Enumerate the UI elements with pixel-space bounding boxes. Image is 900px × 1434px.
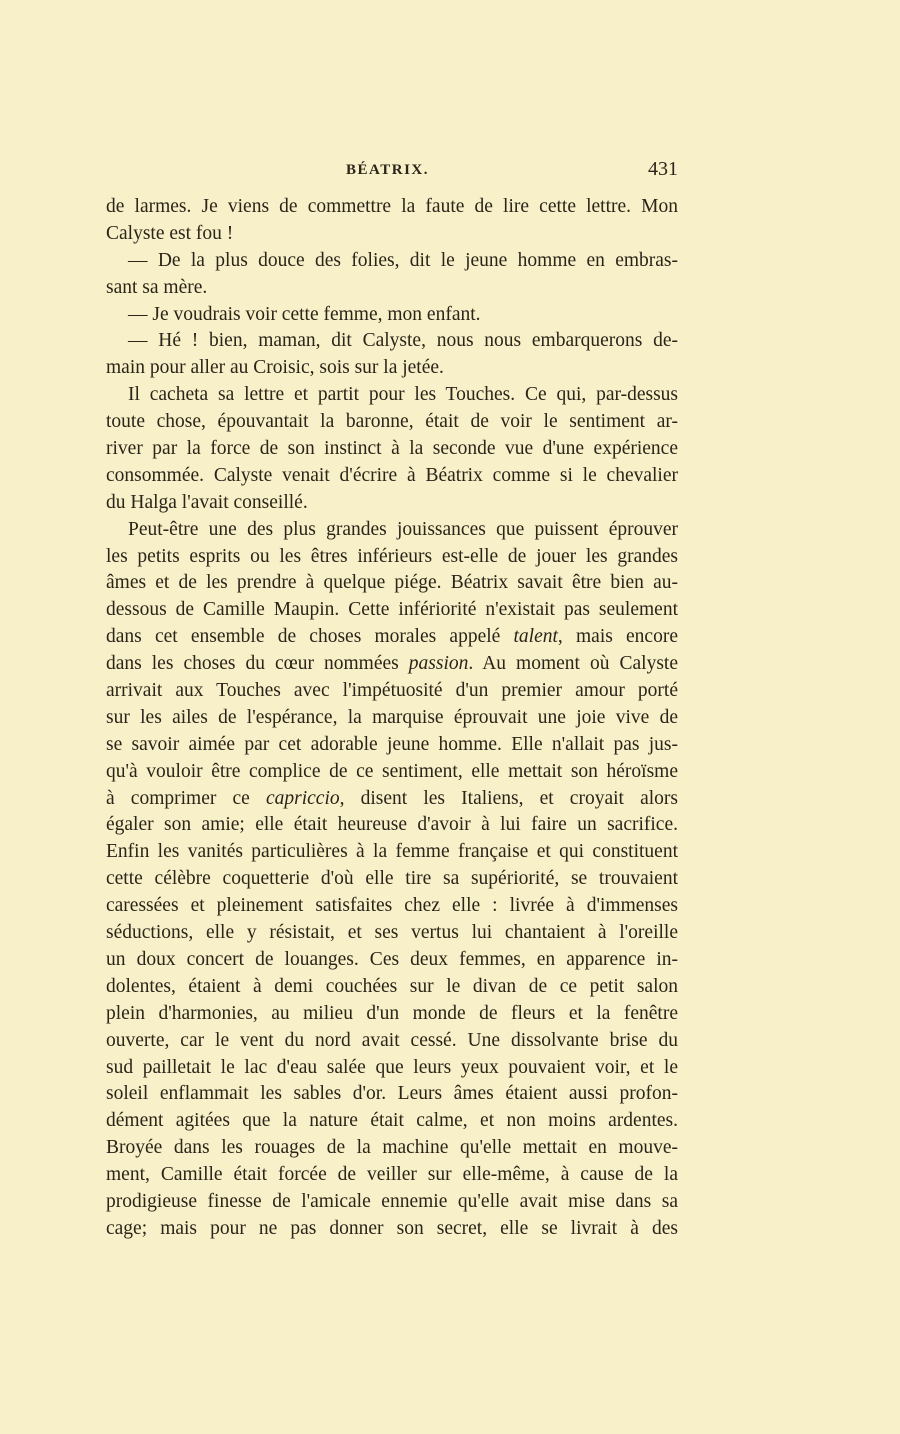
- text-line: [106, 409, 678, 436]
- text-segment: arrivait aux Touches avec l'impétuosité d'un premier amour porté: [106, 680, 678, 702]
- text-segment: sur les ailes de l'espérance, la marquise éprouvait une joie vive de: [106, 706, 678, 728]
- text-line: [106, 1028, 678, 1055]
- italic-text: talent: [513, 626, 558, 648]
- text-segment: de larmes. Je viens de commettre la faute de lire cette lettre. Mon: [106, 196, 678, 217]
- text-line: [106, 436, 678, 463]
- text-line: [106, 974, 678, 1001]
- text-segment: sant sa mère.: [106, 276, 208, 298]
- page-number: 431: [648, 158, 678, 180]
- text-segment: cage; mais pour ne pas donner son secret, elle se livrait à des: [106, 1217, 678, 1239]
- text-segment: Calyste est fou !: [106, 222, 234, 244]
- text-line: [106, 517, 678, 544]
- text-segment: toute chose, épouvantait la baronne, était de voir le sentiment ar-: [106, 411, 678, 433]
- text-segment: un doux concert de louanges. Ces deux femmes, en apparence in-: [106, 948, 678, 970]
- text-segment: . Au moment où Calyste: [468, 653, 679, 675]
- text-line: [106, 1135, 678, 1162]
- text-segment: dans cet ensemble de choses morales appelé: [106, 626, 514, 648]
- text-line: [106, 839, 678, 866]
- text-line: [106, 624, 678, 651]
- text-segment: — De la plus douce des folies, dit le jeune homme en embras-: [128, 249, 678, 271]
- text-segment: du Halga l'avait conseillé.: [106, 491, 308, 513]
- text-line: [106, 248, 678, 275]
- text-line: [106, 355, 678, 382]
- text-line: [106, 920, 678, 947]
- text-line: [106, 678, 678, 705]
- text-segment: caressées et pleinement satisfaites chez elle : livrée à d'immenses: [106, 895, 678, 917]
- text-segment: sud pailletait le lac d'eau salée que leurs yeux pouvaient voir, et le: [106, 1056, 678, 1078]
- text-line: [106, 302, 678, 329]
- running-title: BÉATRIX.: [346, 162, 429, 178]
- text-segment: consommée. Calyste venait d'écrire à Béatrix comme si le chevalier: [106, 464, 678, 486]
- text-segment: qu'à vouloir être complice de ce sentiment, elle mettait son héroïsme: [106, 760, 678, 782]
- text-segment: dans les choses du cœur nommées: [106, 653, 409, 675]
- text-line: [106, 1108, 678, 1135]
- text-segment: , mais encore: [557, 626, 678, 648]
- text-segment: main pour aller au Croisic, sois sur la jetée.: [106, 357, 444, 379]
- text-segment: dessous de Camille Maupin. Cette infériorité n'existait pas seulement: [106, 599, 678, 621]
- text-line: [106, 597, 678, 624]
- text-line: [106, 1081, 678, 1108]
- text-segment: Il cacheta sa lettre et partit pour les Touches. Ce qui, par-dessus: [128, 384, 678, 406]
- text-segment: river par la force de son instinct à la seconde vue d'une expérience: [106, 438, 678, 460]
- text-segment: soleil enflammait les sables d'or. Leurs âmes étaient aussi profon-: [106, 1083, 678, 1105]
- text-line: [106, 275, 678, 302]
- italic-text: passion: [408, 653, 469, 675]
- text-line: [106, 1216, 678, 1243]
- text-segment: — Hé ! bien, maman, dit Calyste, nous nous embarquerons de-: [128, 330, 678, 352]
- text-segment: se savoir aimée par cet adorable jeune homme. Elle n'allait pas jus-: [106, 733, 678, 755]
- italic-text: capriccio: [265, 787, 340, 809]
- text-line: [106, 328, 678, 355]
- text-line: [106, 1189, 678, 1216]
- text-segment: égaler son amie; elle était heureuse d'avoir à lui faire un sacrifice.: [106, 814, 678, 836]
- text-segment: , disent les Italiens, et croyait alors: [339, 787, 678, 809]
- text-line: [106, 570, 678, 597]
- text-line: [106, 866, 678, 893]
- text-segment: à comprimer ce: [106, 787, 266, 809]
- text-segment: — Je voudrais voir cette femme, mon enfant.: [128, 303, 481, 325]
- text-line: [106, 786, 678, 813]
- text-segment: âmes et de les prendre à quelque piége. Béatrix savait être bien au-: [106, 572, 678, 594]
- text-segment: prodigieuse finesse de l'amicale ennemie qu'elle avait mise dans sa: [106, 1190, 678, 1212]
- page-header: [106, 158, 678, 186]
- text-line: [106, 1055, 678, 1082]
- text-segment: séductions, elle y résistait, et ses vertus lui chantaient à l'oreille: [106, 922, 678, 944]
- text-line: [106, 194, 678, 221]
- text-segment: Peut-être une des plus grandes jouissances que puissent éprouver: [128, 518, 678, 540]
- text-segment: ment, Camille était forcée de veiller sur elle-même, à cause de la: [106, 1164, 678, 1186]
- text-line: [106, 947, 678, 974]
- text-line: [106, 221, 678, 248]
- text-line: [106, 705, 678, 732]
- text-segment: dolentes, étaient à demi couchées sur le divan de ce petit salon: [106, 975, 678, 997]
- text-segment: plein d'harmonies, au milieu d'un monde de fleurs et la fenêtre: [106, 1002, 678, 1024]
- text-segment: Broyée dans les rouages de la machine qu'elle mettait en mouve-: [106, 1137, 678, 1159]
- text-segment: dément agitées que la nature était calme, et non moins ardentes.: [106, 1110, 678, 1132]
- text-segment: les petits esprits ou les êtres inférieurs est-elle de jouer les grandes: [106, 545, 678, 567]
- text-segment: cette célèbre coquetterie d'où elle tire sa supériorité, se trouvaient: [106, 868, 678, 890]
- text-line: [106, 732, 678, 759]
- text-segment: ouverte, car le vent du nord avait cessé. Une dissolvante brise du: [106, 1029, 678, 1051]
- text-line: [106, 490, 678, 517]
- text-line: [106, 812, 678, 839]
- text-line: [106, 893, 678, 920]
- text-line: [106, 544, 678, 571]
- body-text: [106, 194, 678, 1243]
- text-line: [106, 759, 678, 786]
- text-line: [106, 382, 678, 409]
- text-segment: Enfin les vanités particulières à la femme française et qui constituent: [106, 841, 678, 863]
- text-line: [106, 463, 678, 490]
- text-line: [106, 651, 678, 678]
- text-line: [106, 1162, 678, 1189]
- text-line: [106, 1001, 678, 1028]
